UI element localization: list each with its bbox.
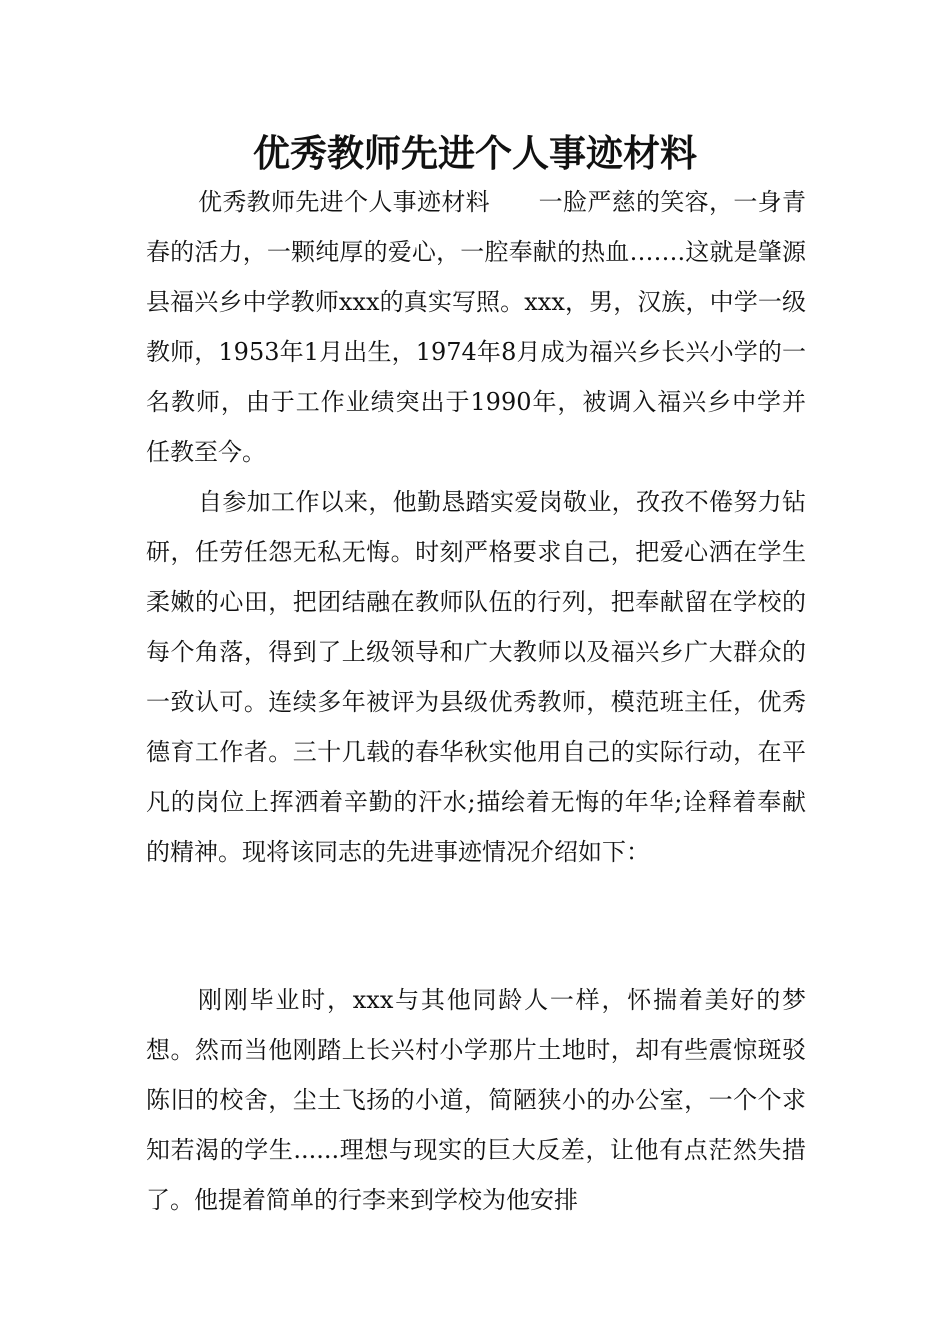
document-title: 优秀教师先进个人事迹材料 — [253, 131, 697, 175]
paragraph-intro: 优秀教师先进个人事迹材料 一脸严慈的笑容，一身青春的活力，一颗纯厚的爱心，一腔奉献的热血…….这就是肇源县福兴乡中学教师xxx的真实写照。xxx，男，汉族，中学一级教师，1953年1月出生，1974年8月成为福兴乡长兴小学的一名教师，由于工作业绩突出于1990年，被调入福兴乡中学并任教至今。 — [146, 188, 806, 466]
paragraph-early-career: 刚刚毕业时，xxx与其他同龄人一样，怀揣着美好的梦想。然而当他刚踏上长兴村小学那片土地时，却有些震惊斑驳陈旧的校舍，尘土飞扬的小道，简陋狭小的办公室，一个个求知若渴的学生......理想与现实的巨大反差，让他有点茫然失措了。他提着简单的行李来到学校为他安排 — [146, 986, 806, 1214]
paragraph-achievements: 自参加工作以来，他勤恳踏实爱岗敬业，孜孜不倦努力钻研，任劳任怨无私无悔。时刻严格要求自己，把爱心洒在学生柔嫩的心田，把团结融在教师队伍的行列，把奉献留在学校的每个角落，得到了上级领导和广大教师以及福兴乡广大群众的一致认可。连续多年被评为县级优秀教师，模范班主任，优秀德育工作者。三十几载的春华秋实他用自己的实际行动，在平凡的岗位上挥洒着辛勤的汗水;描绘着无悔的年华;诠释着奉献的精神。现将该同志的先进事迹情况介绍如下： — [146, 488, 806, 866]
